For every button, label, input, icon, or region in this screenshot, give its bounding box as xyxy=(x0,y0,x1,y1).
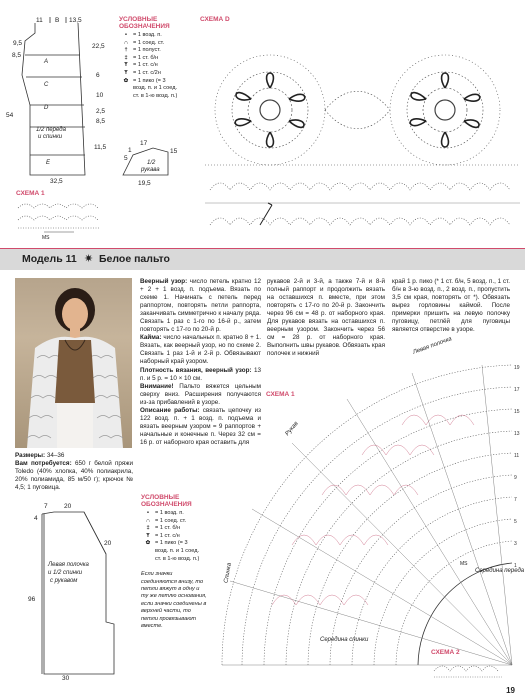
para-density-label: Плотность вязания, веерный узор: 13 п. и 5 р. = 10 × 10 см. xyxy=(140,366,261,382)
scheme-2-title: СХЕМА 2 xyxy=(431,649,460,656)
legend-bottom-item: ст. в 1-ю возд. п.) xyxy=(155,555,200,562)
svg-text:5: 5 xyxy=(514,519,517,525)
scheme-1-top-diagram xyxy=(14,198,106,238)
dim-17: 17 xyxy=(140,140,148,147)
specs-block xyxy=(15,452,133,492)
pattern-bottom-label-3: с рукавом xyxy=(50,578,78,584)
scheme-d-title: СХЕМА D xyxy=(200,16,230,23)
sleeve-label-half: 1/2 xyxy=(147,160,156,166)
para-vernyi-label: Веерный узор: число петель кратно 12 + 2 + 1 возд. п. подъема. Вязать по схеме 1. Начинать с петель перед раппортом, повторять петли раппорта, заканчивать симметрично к началу ряда. Связать 1 раз с 1-го по 16-й р., затем повторять с 17-го по 20-й р. xyxy=(140,278,261,334)
legend-top-title: УСЛОВНЫЕ xyxy=(119,16,158,23)
model-photo xyxy=(15,278,132,448)
text-column-3: край 1 р. пико (* 1 ст. б/н, 5 возд. п., 1 ст. б/н в 3-ю возд. п., 2 возд. п., пропустить 3,5 см края, повторять от *). Обвязать вырез горловины каймой. После примерки пришить на левую полочку пуговицу, петлёй для пуговицы является отверстие в узоре. xyxy=(392,278,510,334)
scheme1-label-left-front: Левая полочка xyxy=(412,336,453,356)
legend-bottom-item: ✿ = 1 пико (= 3 xyxy=(145,540,188,547)
legend-bottom-item: ‡ = 1 ст. б/н xyxy=(146,525,181,532)
pattern-bottom-label-1: Левая полочка xyxy=(48,562,89,568)
model-number: Модель 11 xyxy=(22,253,77,265)
dim-54: 54 xyxy=(6,112,14,119)
dim-10: 10 xyxy=(96,92,104,99)
dim-20: 20 xyxy=(64,503,72,510)
scheme1-label-back: Спинка xyxy=(223,562,233,584)
svg-text:19: 19 xyxy=(514,365,520,371)
dim-11-5: 11,5 xyxy=(94,144,107,151)
pattern-label-a: A xyxy=(44,59,49,65)
para-description-label: Описание работы: связать цепочку из 122 возд. п. + 1 возд. п. подъема и вязать веерным узором = 9 раппортов + начальные и конечные п. Через 32 см = 16 р. от наборного края оставить для xyxy=(140,406,261,446)
pattern-label-front: 1/2 переда xyxy=(36,127,66,133)
legend-bottom-item: Ŧ = 1 ст. с/н xyxy=(146,532,180,539)
dim-5: 5 xyxy=(124,155,128,162)
para-kaima-label: Кайма: число начальных п. кратно 8 + 1. Вязать, как веерный узор, но по схеме 2. Связать 1 раз 1-й и 2-й р. Обвязывают наборный край узором. xyxy=(140,334,261,366)
scheme-d-diagram xyxy=(200,25,522,240)
dim-20b: 20 xyxy=(104,540,112,547)
dim-7: 7 xyxy=(44,503,48,510)
svg-text:1: 1 xyxy=(514,563,517,569)
legend-top-item: ст. в 1-ю возд. п.) xyxy=(133,92,178,99)
legend-bottom xyxy=(141,494,223,630)
pattern-label-back: и спинки xyxy=(38,134,63,140)
text-column-2: рукавов 2-й и 3-й, а также 7-й и 8-й полный раппорт и продолжить вязать на оставшихся п. вместе, при этом повторять с 17-го по 20-й р. Закончить через 96 см = 48 р. от наборного края. Для рукавов вязать на оставшихся п. веерным узором. Закончить через 56 см = 28 р. от наборного края. Выполнить швы рукавов. Обвязать края полочек и нижний xyxy=(267,278,385,358)
scheme-1-top-ms: MS xyxy=(42,235,50,241)
legend-bottom-title-2: ОБОЗНАЧЕНИЯ xyxy=(141,501,192,508)
legend-top-item: ∩ = 1 соед. ст. xyxy=(123,39,165,46)
sleeve-label-word: рукава xyxy=(141,167,160,173)
star-icon: ✷ xyxy=(84,253,94,265)
dim-96: 96 xyxy=(28,596,36,603)
legend-bottom-title: УСЛОВНЫЕ xyxy=(141,494,180,501)
scheme1-label-sleeve: Рукав xyxy=(284,420,300,438)
legend-top-item: ✿ = 1 пико (= 3 xyxy=(123,77,166,84)
scheme1-label-center-front: Середина переда xyxy=(475,568,525,574)
materials-line: Вам потребуется: 650 г белой пряжи Toledo (40% хлопка, 40% полиакрила, 20% полиамида, 85 м/50 г); крючок № 4,5; 1 пуговица. xyxy=(15,460,134,492)
dim-8-5: 8,5 xyxy=(12,52,22,59)
svg-text:13: 13 xyxy=(514,431,520,437)
legend-top-item: Ŧ = 1 ст. с/2н xyxy=(124,69,161,76)
dim-30: 30 xyxy=(62,675,70,682)
scheme1-label-center-back: Середина спинки xyxy=(320,637,369,643)
legend-top-item: возд. п. и 1 соед. xyxy=(133,85,178,92)
dim-6: 6 xyxy=(96,72,100,79)
dim-32-5: 32,5 xyxy=(50,178,63,185)
legend-top-title-2: ОБОЗНАЧЕНИЯ xyxy=(119,23,170,30)
legend-bottom-item: ∩ = 1 соед. ст. xyxy=(145,517,187,524)
legend-bottom-note: Если значки соединяются внизу, то петли вяжут в одну и ту же петлю основания, если значки соединены в верхней части, то петли провязывают вместе. xyxy=(141,571,207,629)
scheme-1-diagram xyxy=(212,345,525,685)
svg-text:17: 17 xyxy=(514,387,520,393)
legend-top-item: ‡ = 1 ст. б/н xyxy=(124,54,159,61)
size-line: Размеры: 34–36 xyxy=(15,452,65,459)
dim-2-5: 2,5 xyxy=(96,108,106,115)
scheme-1-title: СХЕМА 1 xyxy=(266,391,295,398)
pattern-bottom-label-2: и 1/2 спинки xyxy=(48,570,83,576)
scheme-2-diagram xyxy=(430,657,510,683)
legend-top xyxy=(119,16,197,100)
dim-22-5: 22,5 xyxy=(92,43,105,50)
dim-19-5: 19,5 xyxy=(138,180,151,187)
pattern-label-c: C xyxy=(44,82,49,88)
dim-15: 15 xyxy=(170,148,178,155)
dim-9-5: 9,5 xyxy=(13,40,23,47)
para-attention-label: Внимание! Пальто вяжется цельным сверху вниз. Расширения получаются из-за прибавлений в узоре. xyxy=(140,382,261,406)
dim-8-5b: 8,5 xyxy=(96,118,106,125)
dim-11: 11 xyxy=(36,17,43,24)
svg-text:3: 3 xyxy=(514,541,517,547)
svg-text:7: 7 xyxy=(514,497,517,503)
legend-bottom-item: • = 1 возд. п. xyxy=(147,510,184,516)
svg-text:9: 9 xyxy=(514,475,517,481)
model-header xyxy=(0,248,525,270)
pattern-label-e: E xyxy=(46,160,51,166)
scheme1-ms: MS xyxy=(460,561,468,567)
svg-text:11: 11 xyxy=(514,453,520,459)
dim-b: B xyxy=(55,17,60,24)
pattern-label-d: D xyxy=(44,105,49,111)
page-number: 19 xyxy=(506,686,515,695)
svg-text:15: 15 xyxy=(514,409,520,415)
scheme-1-top-title: СХЕМА 1 xyxy=(16,190,45,197)
coat-pattern-bottom xyxy=(14,502,134,687)
legend-top-item: Ŧ = 1 ст. с/н xyxy=(124,62,158,69)
legend-top-item: † = 1 полуст. xyxy=(124,47,161,54)
dim-13-5: 13,5 xyxy=(69,17,82,24)
legend-bottom-item: возд. п. и 1 соед. xyxy=(155,547,200,554)
model-title: Белое пальто xyxy=(99,253,170,265)
dim-1: 1 xyxy=(128,147,132,154)
legend-top-item: • = 1 возд. п. xyxy=(125,32,162,38)
dim-4: 4 xyxy=(34,515,38,522)
